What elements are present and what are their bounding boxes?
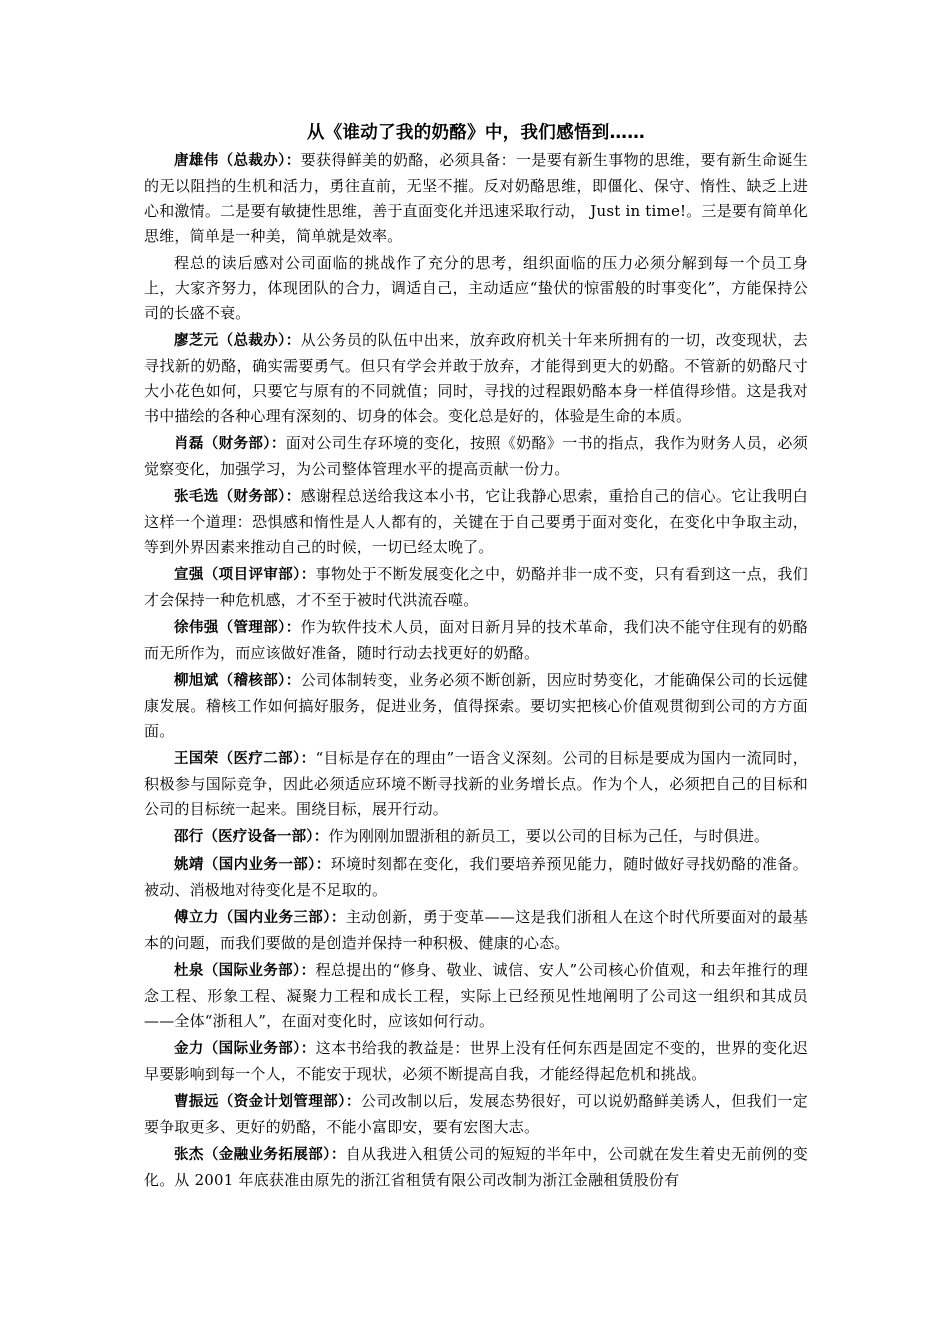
entry-text: 公司改制以后，发展态势很好，可以说奶酪鲜美诱人，但我们一定要争取更多、更好的奶酪，不能小富即安，要有宏图大志。 [144,1092,808,1136]
entry-paragraph [144,484,808,560]
entry-text: 公司体制转变，业务必须不断创新，因应时势变化，才能确保公司的长远健康发展。稽核工作如何搞好服务，促进业务，值得探索。要切实把核心价值观贯彻到公司的方方面面。 [144,671,808,740]
entry-paragraph [144,1036,808,1087]
entry-text: “目标是存在的理由”一语含义深刻。公司的目标是要成为国内一流同时，积极参与国际竞争，因此必须适应环境不断寻找新的业务增长点。作为个人，必须把自己的目标和公司的目标统一起来。围绕目标，展开行动。 [144,749,808,818]
entry-text: 主动创新，勇于变革——这是我们浙租人在这个时代所要面对的最基本的问题，而我们要做的是创造并保持一种积极、健康的心态。 [144,908,808,952]
entry-text: 感谢程总送给我这本小书，它让我静心思索，重拾自己的信心。它让我明白这样一个道理：恐惧感和惰性是人人都有的，关键在于自己要勇于面对变化，在变化中争取主动，等到外界因素来推动自己的时候，一切已经太晚了。 [144,487,808,556]
entry-text: 自从我进入租赁公司的短短的半年中，公司就在发生着史无前例的变化。从 2001 年底获准由原先的浙江省租赁有限公司改制为浙江金融租赁股份有 [144,1145,808,1189]
entry-paragraph [144,958,808,1034]
entry-text: 事物处于不断发展变化之中，奶酪并非一成不变，只有看到这一点，我们才会保持一种危机感，才不至于被时代洪流吞噬。 [144,565,809,609]
document-page [144,118,808,1193]
entry-text: 面对公司生存环境的变化，按照《奶酪》一书的指点，我作为财务人员，必须觉察变化，加强学习，为公司整体管理水平的提高贡献一份力。 [144,434,808,478]
entry-author: 徐伟强（管理部）： [174,620,301,636]
entry-paragraph [144,431,808,482]
entry-text: 程总提出的“修身、敬业、诚信、安人”公司核心价值观，和去年推行的理念工程、形象工程、凝聚力工程和成长工程，实际上已经预见性地阐明了公司这一组织和其成员——全体“浙租人”，在面对变化时，应该如何行动。 [144,961,808,1030]
entry-author: 金力（国际业务部）： [174,1041,316,1057]
entry-paragraph [144,824,808,850]
entry-text: 环境时刻都在变化，我们要培养预见能力，随时做好寻找奶酪的准备。被动、消极地对待变化是不足取的。 [144,855,808,899]
entry-author: 肖磊（财务部）： [174,436,286,452]
entry-author: 姚靖（国内业务一部）： [174,857,331,873]
entry-author: 傅立力（国内业务三部）： [174,910,346,926]
entry-paragraph [144,328,808,429]
entry-author: 邵行（医疗设备一部）： [174,829,329,845]
entry-text: 这本书给我的教益是：世界上没有任何东西是固定不变的，世界的变化迟早要影响到每一个人，不能安于现状，必须不断提高自我，才能经得起危机和挑战。 [144,1039,809,1083]
entry-text: 从公务员的队伍中出来，放弃政府机关十年来所拥有的一切，改变现状，去寻找新的奶酪，确实需要勇气。但只有学会并敢于放弃，才能得到更大的奶酪。不管新的奶酪尺寸大小花色如何，只要它与原有的不同就值；同时，寻找的过程跟奶酪本身一样值得珍惜。这是我对书中描绘的各种心理有深刻的、切身的体会。变化总是好的，体验是生命的本质。 [144,331,808,425]
entry-paragraph [144,251,808,326]
entry-author: 廖芝元（总裁办）： [174,333,301,349]
entry-author: 唐雄伟（总裁办）： [174,153,301,169]
entries-list [144,148,808,1193]
entry-paragraph [144,905,808,956]
entry-author: 王国荣（医疗二部）： [174,751,316,767]
entry-text: 作为软件技术人员，面对日新月异的技术革命，我们决不能守住现有的奶酪而无所作为，而应该做好准备，随时行动去找更好的奶酪。 [144,618,808,662]
entry-author: 杜泉（国际业务部）： [174,963,316,979]
entry-text: 作为刚刚加盟浙租的新员工，要以公司的目标为己任，与时俱进。 [328,827,770,845]
document-title: 从《谁动了我的奶酪》中，我们感悟到…… [306,123,646,143]
entry-author: 曹振远（资金计划管理部）： [174,1094,361,1110]
entry-author: 张毛选（财务部）： [174,489,301,505]
entry-paragraph [144,148,808,249]
entry-author: 宣强（项目评审部）： [174,567,316,583]
entry-text: 程总的读后感对公司面临的挑战作了充分的思考，组织面临的压力必须分解到每一个员工身上，大家齐努力，体现团队的合力，调适自己，主动适应“蛰伏的惊雷般的时事变化”，方能保持公司的长盛不衰。 [144,254,808,322]
entry-paragraph [144,668,808,744]
entry-paragraph [144,746,808,822]
entry-author: 张杰（金融业务拓展部）： [174,1147,346,1163]
entry-paragraph [144,1089,808,1140]
entry-text: 要获得鲜美的奶酪，必须具备：一是要有新生事物的思维，要有新生命诞生的无以阻挡的生机和活力，勇往直前，无坚不摧。反对奶酪思维，即僵化、保守、惰性、缺乏上进心和激情。二是要有敏捷性思维，善于直面变化并迅速采取行动， Just in time!。三是要有简单化思维，简单是一种美，简单就是效率。 [144,151,808,245]
entry-paragraph [144,615,808,666]
entry-paragraph [144,1142,808,1193]
entry-paragraph [144,852,808,903]
entry-author: 柳旭斌（稽核部）： [174,673,301,689]
entry-paragraph [144,562,808,613]
